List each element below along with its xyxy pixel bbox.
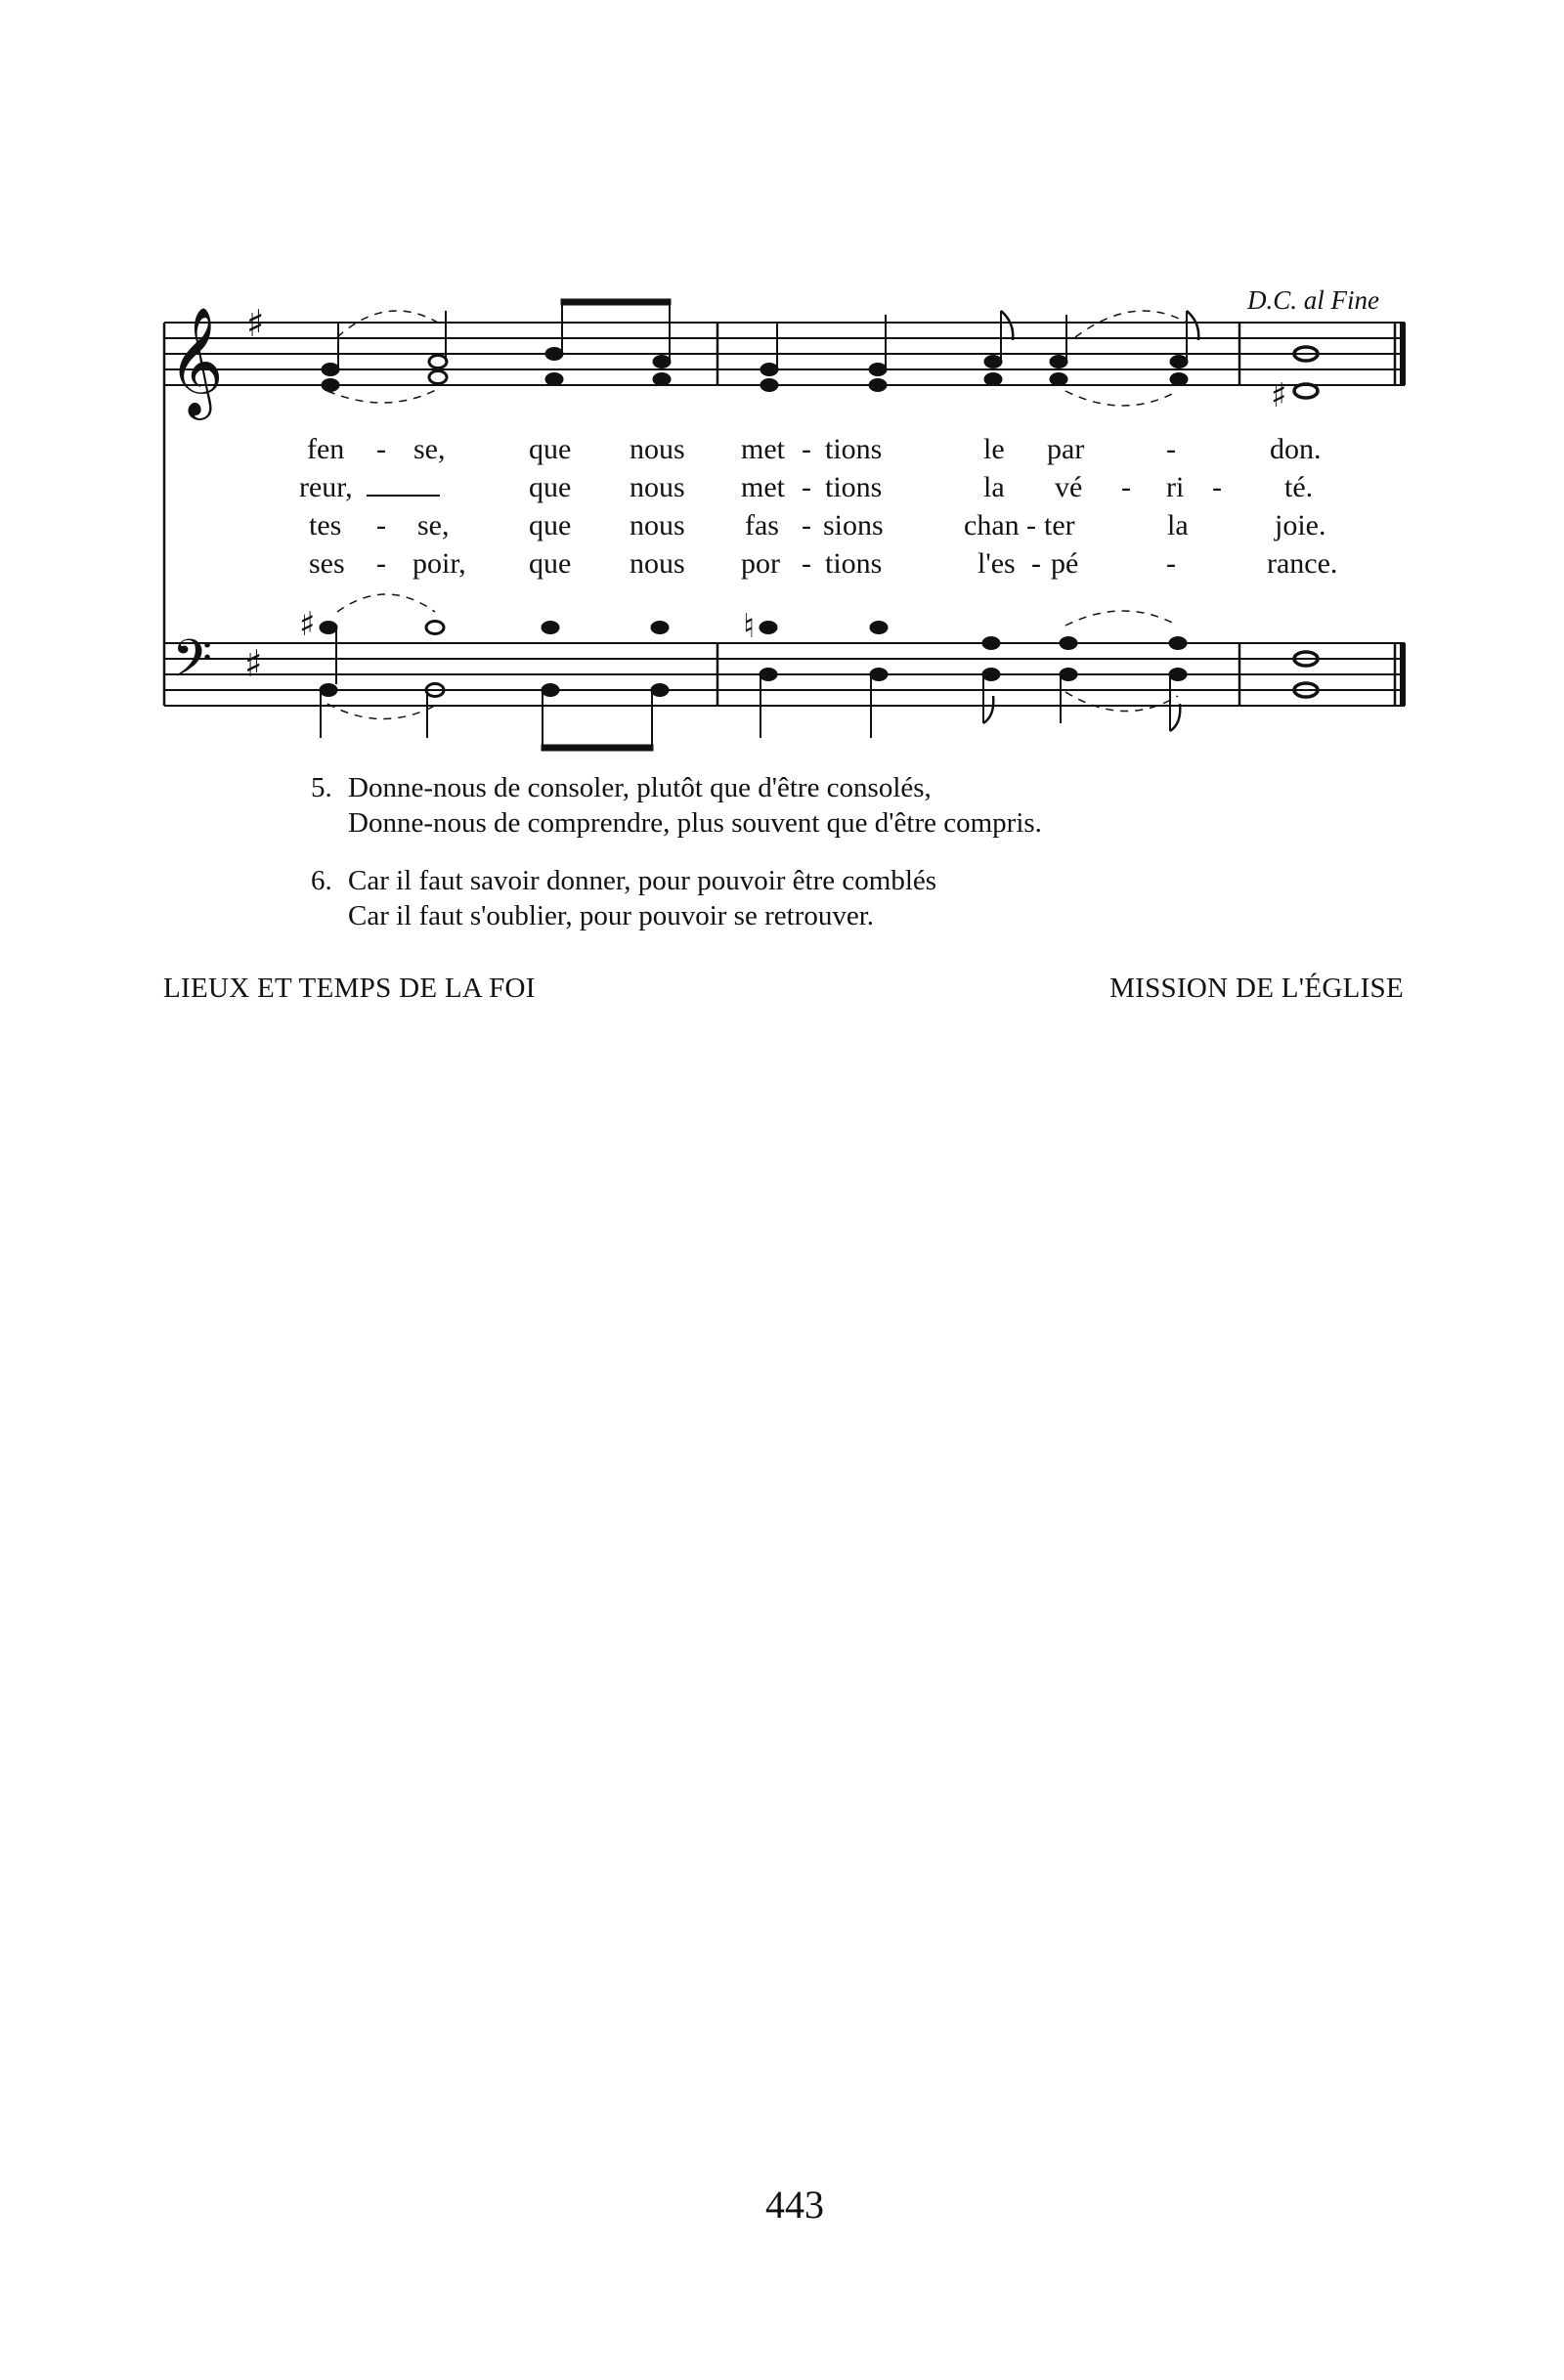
- lyric-syllable: par: [1047, 433, 1085, 465]
- lyric-syllable: ses: [309, 547, 345, 580]
- lyric-hyphen: -: [376, 433, 386, 465]
- treble-clef-icon: 𝄞: [168, 306, 224, 415]
- lyric-syllable: nous: [630, 471, 685, 503]
- verse-line: Car il faut savoir donner, pour pouvoir être comblés: [348, 865, 937, 896]
- lyric-syllable: sions: [823, 509, 884, 541]
- lyric-syllable: l'es: [978, 547, 1016, 580]
- lyric-syllable: fas: [745, 509, 779, 541]
- lyric-syllable: vé: [1055, 471, 1083, 503]
- bass-staff: [164, 643, 1405, 706]
- treble-staff: [164, 323, 1405, 385]
- lyric-syllable: que: [529, 509, 572, 541]
- lyric-syllable: don.: [1270, 433, 1322, 465]
- lyric-hyphen: -: [1031, 547, 1041, 580]
- lyric-syllable: tions: [825, 433, 883, 465]
- lyric-syllable: que: [529, 433, 572, 465]
- verse-number: 6.: [311, 865, 332, 896]
- lyric-syllable: ri: [1166, 471, 1185, 503]
- tempo-mark: D.C. al Fine: [1247, 285, 1379, 315]
- verse-line: Donne-nous de comprendre, plus souvent que d'être compris.: [348, 807, 1042, 839]
- treble-notes: [322, 299, 1318, 398]
- lyric-syllable: tions: [825, 547, 883, 580]
- lyric-hyphen: -: [1166, 433, 1176, 465]
- lyric-hyphen: -: [1026, 509, 1036, 541]
- page-number: 443: [765, 2183, 824, 2227]
- lyric-syllable: nous: [630, 433, 685, 465]
- lyric-syllable: fen: [307, 433, 345, 465]
- lyric-syllable: por: [741, 547, 780, 580]
- bass-notes: [320, 622, 1318, 752]
- lyric-syllable: que: [529, 547, 572, 580]
- lyric-syllable: nous: [630, 547, 685, 580]
- lyric-hyphen: -: [802, 509, 811, 541]
- final-sharp-icon: ♯: [1271, 376, 1287, 415]
- lyric-syllable: tions: [825, 471, 883, 503]
- lyric-extender: [367, 495, 440, 497]
- lyric-hyphen: -: [1166, 547, 1176, 580]
- lyric-syllable: rance.: [1267, 547, 1338, 580]
- verse-line: Car il faut s'oublier, pour pouvoir se retrouver.: [348, 900, 875, 931]
- verse-line: Donne-nous de consoler, plutôt que d'être consolés,: [348, 772, 932, 803]
- lyric-syllable: joie.: [1275, 509, 1326, 541]
- lyric-syllable: se,: [413, 433, 446, 465]
- lyric-syllable: nous: [630, 509, 685, 541]
- lyric-syllable: le: [983, 433, 1005, 465]
- lyric-syllable: poir,: [413, 547, 466, 580]
- lyric-syllable: met: [741, 471, 785, 503]
- lyric-syllable: la: [1167, 509, 1189, 541]
- verse-number: 5.: [311, 772, 332, 803]
- lyric-hyphen: -: [802, 433, 811, 465]
- lyric-hyphen: -: [802, 547, 811, 580]
- lyric-syllable: pé: [1051, 547, 1079, 580]
- bass-clef-icon: 𝄢: [172, 629, 213, 702]
- footer-right: MISSION DE L'ÉGLISE: [1109, 973, 1404, 1004]
- bass-sharp-icon: ♯: [299, 605, 316, 644]
- lyric-syllable: ter: [1044, 509, 1075, 541]
- lyric-hyphen: -: [802, 471, 811, 503]
- bass-key-sharp-icon: ♯: [244, 642, 263, 685]
- lyric-syllable: se,: [417, 509, 450, 541]
- lyric-syllable: la: [983, 471, 1005, 503]
- lyric-syllable: chan: [964, 509, 1020, 541]
- treble-key-sharp-icon: ♯: [246, 302, 265, 345]
- lyric-syllable: met: [741, 433, 785, 465]
- lyric-hyphen: -: [1212, 471, 1222, 503]
- lyric-syllable: tes: [309, 509, 342, 541]
- lyric-syllable: reur,: [299, 471, 353, 503]
- lyric-syllable: que: [529, 471, 572, 503]
- lyric-syllable: té.: [1284, 471, 1314, 503]
- lyric-hyphen: -: [1121, 471, 1131, 503]
- footer-left: LIEUX ET TEMPS DE LA FOI: [163, 973, 536, 1004]
- natural-icon: ♮: [743, 607, 756, 646]
- lyric-hyphen: -: [376, 509, 386, 541]
- lyric-hyphen: -: [376, 547, 386, 580]
